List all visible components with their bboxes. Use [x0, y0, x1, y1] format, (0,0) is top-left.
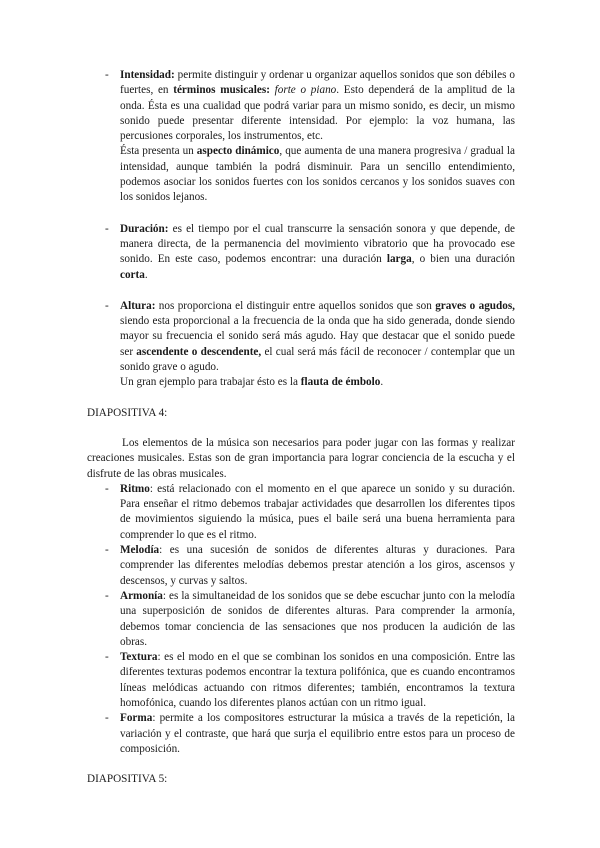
heading-diapositiva-5: DIAPOSITIVA 5: — [87, 773, 168, 786]
melodia-paragraph — [120, 543, 515, 589]
bullet-dash: - — [105, 299, 109, 312]
text: Un gran ejemplo para trabajar ésto es la — [120, 376, 301, 389]
bold-text: términos musicales: — [173, 84, 270, 97]
bullet-dash: - — [105, 589, 109, 602]
bold-text: ascendente o descendente, — [136, 345, 262, 358]
italic-text: forte o piano — [274, 84, 337, 97]
text: el cual será más fácil de reconocer / contemplar que un sonido grave o agudo. — [120, 345, 515, 374]
forma-paragraph — [120, 711, 515, 757]
intensidad-paragraph-2 — [120, 144, 515, 205]
bullet-dash: - — [105, 651, 109, 664]
intro-paragraph: Los elementos de la música son necesarios para poder jugar con las formas y realizar creaciones musicales. Estas son de gran importancia para lograr conciencia de la escucha y el disfrute de las obras musicales. — [87, 436, 515, 480]
bullet-dash: - — [105, 222, 109, 235]
text: : permite a los compositores estructurar la música a través de la repetición, la variación y el contraste, que hará que surja el equilibrio entre estos para un proceso de composición. — [120, 712, 515, 755]
bullet-dash: - — [105, 544, 109, 557]
text: , o bien una duración — [411, 253, 515, 266]
list-item-intensidad — [87, 68, 515, 206]
armonia-paragraph — [120, 589, 515, 650]
term-intensidad: Intensidad: — [120, 69, 175, 81]
list-item-forma — [87, 711, 515, 757]
bold-text: graves o agudos, — [435, 299, 515, 312]
text: . Esto dependerá de la amplitud de la onda. Ésta es una cualidad que podrá variar para un mismo sonido, es decir, un mismo sonido puede presentar diferente intensidad. Por ejemplo: la voz humana, las percusiones corporales, los instrumentos, etc. — [120, 84, 515, 143]
bold-text: corta — [120, 268, 145, 281]
bold-text: larga — [386, 253, 412, 266]
text: : es una sucesión de sonidos de diferentes alturas y duraciones. Para comprender las diferentes melodías debemos prestar atención a los giros, ascensos y descensos, y curvas y saltos. — [120, 544, 515, 587]
bold-text: flauta de émbolo — [300, 376, 381, 389]
text: : es la simultaneidad de los sonidos que se debe escuchar junto con la melodía una superposición de sonidos de diferentes alturas. Para comprender la armonía, debemos tomar conciencia de las sensaciones que nos producen la audición de las obras. — [120, 589, 515, 648]
text: : está relacionado con el momento en el que aparece un sonido y su duración. Para enseñar el ritmo debemos trabajar actividades que desarrollen los diferentes tipos de movimientos siguiendo la música, pues el baile será una buena herramienta para comprender lo que es el ritmo. — [120, 482, 515, 541]
altura-example — [120, 375, 515, 390]
term-altura: Altura: — [120, 299, 156, 312]
term-melodia: Melodía — [120, 544, 160, 557]
altura-paragraph — [120, 299, 515, 375]
bullet-dash: - — [105, 712, 109, 725]
list-item-ritmo — [87, 482, 515, 543]
term-duracion: Duración: — [120, 222, 169, 235]
term-armonia: Armonía — [120, 589, 163, 602]
textura-paragraph — [120, 650, 515, 711]
duracion-paragraph — [120, 222, 515, 283]
bold-text: aspecto dinámico — [196, 145, 280, 158]
intensidad-paragraph — [120, 68, 515, 144]
bullet-dash: - — [105, 69, 109, 81]
text: nos proporciona el distinguir entre aquellos sonidos que son — [155, 299, 436, 312]
list-item-textura — [87, 650, 515, 711]
text: es el tiempo por el cual transcurre la sensación sonora y que depende, de manera directa, de la permanencia del movimiento vibratorio que ha provocado ese sonido. En este caso, podemos encontrar: una duración — [120, 222, 515, 266]
text: permite distinguir y ordenar u organizar aquellos sonidos que son débiles o fuertes, en — [120, 69, 515, 97]
text: siendo esta proporcional a la frecuencia de la onda que ha sido generada, donde siendo mayor su frecuencia el sonido será más agudo. Hay que destacar que el sonido puede ser — [120, 315, 515, 358]
list-item-duracion — [87, 222, 515, 283]
term-forma: Forma — [120, 712, 153, 725]
term-textura: Textura — [120, 651, 158, 664]
ritmo-paragraph — [120, 482, 515, 543]
document-content — [87, 68, 515, 787]
heading-diapositiva-4: DIAPOSITIVA 4: — [87, 406, 168, 419]
text: . — [144, 268, 148, 281]
text: : es el modo en el que se combinan los sonidos en una composición. Entre las diferentes texturas podemos encontrar la textura polifónica, que es cuando encontramos líneas melódicas actuando con ritmos diferentes; también, encontramos la textura homofónica, cuando los diferentes planos actúan con un ritmo igual. — [120, 651, 515, 709]
list-item-armonia — [87, 589, 515, 650]
text: , que aumenta de una manera progresiva / gradual la intensidad, aunque también la podrá disminuir. Para un sencillo entendimiento, podemos asociar los sonidos fuertes con los sonidos cercanos y los sonidos suaves con los sonidos lejanos. — [120, 145, 515, 204]
text: . — [380, 376, 384, 389]
list-item-melodia — [87, 543, 515, 589]
term-ritmo: Ritmo — [120, 482, 150, 495]
bullet-dash: - — [105, 482, 109, 495]
text: Ésta presenta un — [120, 145, 197, 158]
list-item-altura — [87, 299, 515, 391]
